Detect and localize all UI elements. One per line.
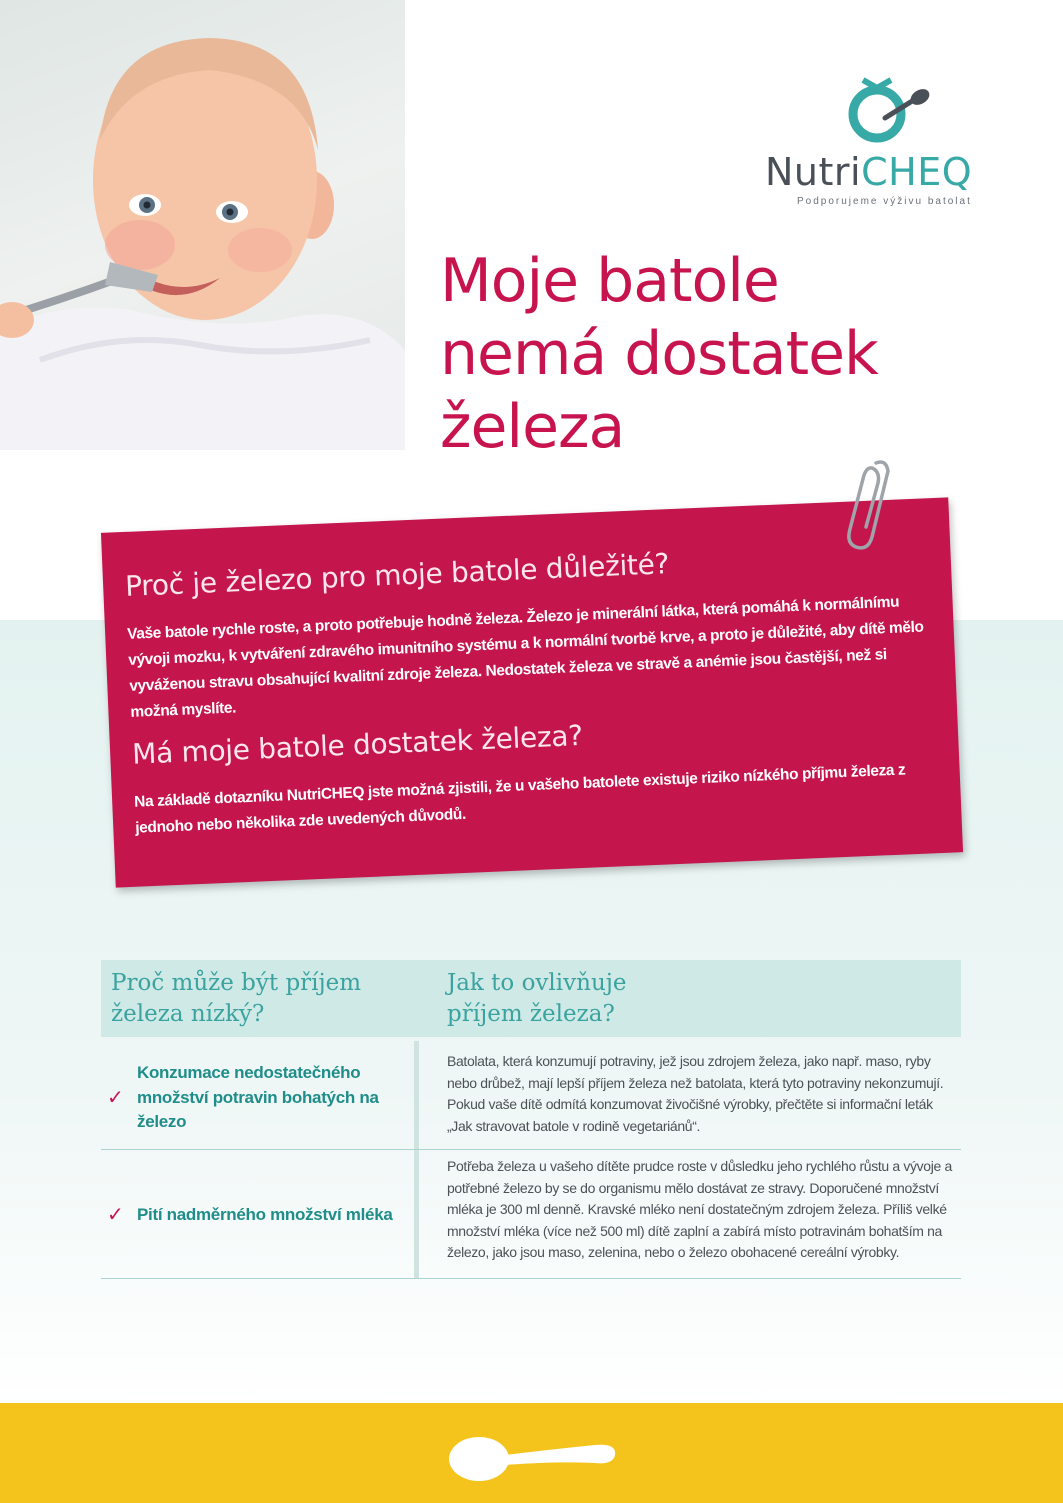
card-heading-why: Proč je železo pro moje batole důležité? <box>124 547 670 603</box>
baby-photo <box>0 0 405 450</box>
table-row <box>101 1041 961 1150</box>
row-reason: Konzumace nedostatečného množství potravin bohatých na železo <box>137 1063 379 1131</box>
table-row <box>101 1150 961 1279</box>
header-effect: Jak to ovlivňuje příjem železa? <box>447 970 627 1027</box>
logo-name-part2: CHEQ <box>861 150 973 194</box>
table-header <box>101 960 961 1037</box>
row-effect: Potřeba železa u vašeho dítěte prudce roste v důsledku jeho rychlého růstu a vývoje a potřebné železo by se do organismu mělo dostávat ze stravy. Doporučené množství mléka je 300 ml denně. Kravské mléko není dostatečným zdrojem železa. Příliš velké množství mléka (více než 500 ml) dítě zaplní a zabírá místo potravinám bohatším na železo, jako jsou maso, zelenina, nebo o železo obohacené cereální výrobky. <box>447 1158 952 1260</box>
card-paragraph-enough: Na základě dotazníku NutriCHEQ jste možná zjistili, že u vašeho batolete existuje riziko nízkého příjmu železa z jednoho nebo několika zde uvedených důvodů. <box>133 761 906 837</box>
baby-with-fork-photo <box>0 0 405 450</box>
plate-spoon-icon <box>835 70 935 150</box>
title-line-2: nemá dostatek <box>440 319 878 389</box>
nutricheq-logo <box>765 70 973 220</box>
check-mark: ✓ <box>107 1085 124 1109</box>
check-mark: ✓ <box>107 1202 124 1226</box>
row-effect: Batolata, která konzumují potraviny, jež jsou zdrojem železa, jako např. maso, ryby nebo drůbež, mají lepší příjem železa než batolata, která tyto potraviny nekonzumují. Pokud vaše dítě odmítá konzumovat živočišné výrobky, přečtěte si informační leták „Jak stravovat batole v rodině vegetariánů“. <box>447 1053 944 1134</box>
card-heading-enough: Má moje batole dostatek železa? <box>131 718 584 771</box>
logo-name-part1: Nutri <box>765 150 862 194</box>
row-reason: Pití nadměrného množství mléka <box>137 1205 393 1224</box>
logo-tagline: Podporujeme výživu batolat <box>797 196 972 207</box>
title-line-1: Moje batole <box>440 246 779 316</box>
logo-name <box>765 150 972 194</box>
footer-band <box>0 1403 1063 1503</box>
paperclip-icon <box>838 455 898 555</box>
page-title <box>440 245 1040 464</box>
card-paragraph-why: Vaše batole rychle roste, a proto potřebuje hodně železa. Železo je minerální látka, která pomáhá k normálnímu vývoji mozku, k vytváření zdravého imunitního systému a k normální tvorbě krve, a proto je důležité, aby dítě mělo vyváženou stravu obsahující kvalitní zdroje železa. Nedostatek železa ve stravě a anémie jsou častější, než si možná myslíte. <box>126 593 924 721</box>
header-reason: Proč může být příjem železa nízký? <box>111 970 362 1027</box>
spoon-icon <box>445 1425 620 1485</box>
info-card <box>101 497 963 887</box>
title-line-3: železa <box>440 392 625 462</box>
